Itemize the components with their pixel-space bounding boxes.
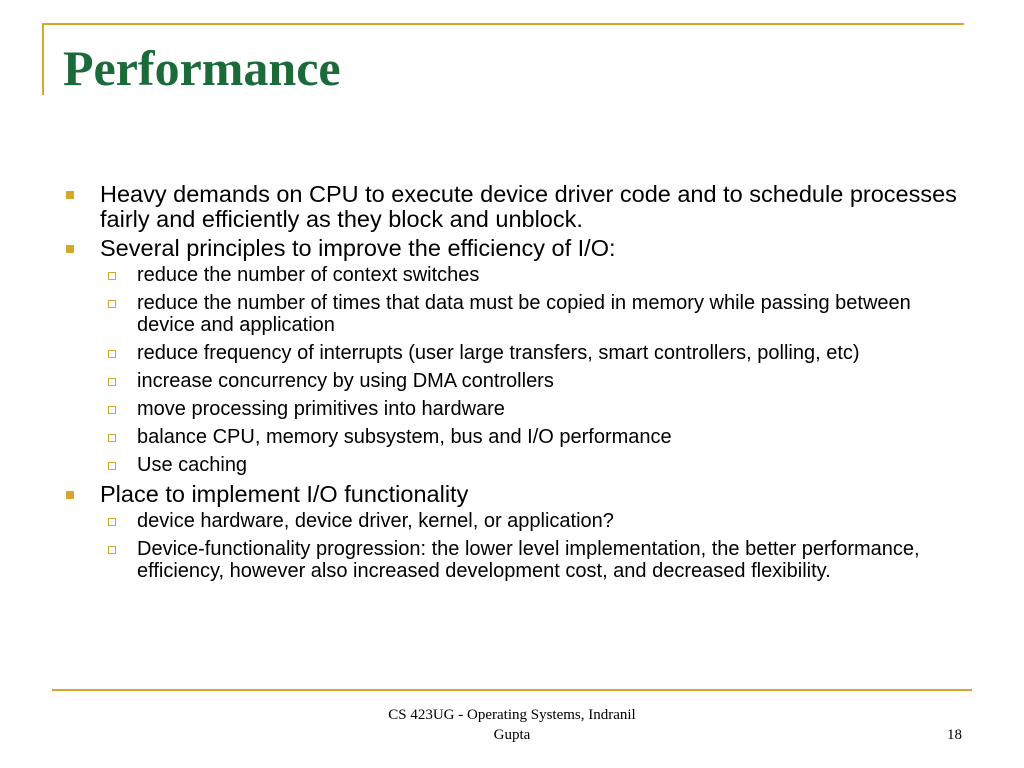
sub-bullet-list [100,510,960,582]
filled-square-bullet-icon [66,191,74,199]
sub-bullet-item [100,370,960,392]
bullet-item-2 [60,236,960,476]
sub-bullet-text: increase concurrency by using DMA controllers [137,370,554,392]
hollow-square-bullet-icon [108,300,116,308]
sub-bullet-text: move processing primitives into hardware [137,398,505,420]
footer-course [360,705,664,745]
sub-bullet-item [100,426,960,448]
hollow-square-bullet-icon [108,518,116,526]
frame-left-rule [42,23,44,95]
bullet-text: Heavy demands on CPU to execute device driver code and to schedule processes fairly and efficiently as they block and unblock. [100,181,957,232]
sub-bullet-item [100,454,960,476]
frame-top-rule [42,23,964,25]
hollow-square-bullet-icon [108,546,116,554]
bullet-item-3 [60,482,960,582]
page-number: 18 [947,727,962,743]
footer-course-line: Gupta [493,727,531,743]
slide-title: Performance [63,40,341,96]
slide-content [60,182,960,588]
hollow-square-bullet-icon [108,350,116,358]
sub-bullet-text: Use caching [137,454,248,476]
hollow-square-bullet-icon [108,272,116,280]
hollow-square-bullet-icon [108,406,116,414]
sub-bullet-item [100,342,960,364]
footer-course-line: CS 423UG - Operating Systems, Indranil [388,707,636,723]
sub-bullet-item [100,538,960,582]
sub-bullet-text: reduce the number of context switches [137,264,480,286]
bullet-item-1 [60,182,960,232]
bullet-text: Place to implement I/O functionality [100,481,469,507]
bullet-text: Several principles to improve the efficiency of I/O: [100,235,616,261]
sub-bullet-list [100,264,960,476]
hollow-square-bullet-icon [108,434,116,442]
hollow-square-bullet-icon [108,378,116,386]
filled-square-bullet-icon [66,245,74,253]
sub-bullet-item [100,292,960,336]
sub-bullet-item [100,510,960,532]
sub-bullet-text: reduce the number of times that data must be copied in memory while passing between device and application [137,292,911,336]
footer-rule [52,689,972,691]
sub-bullet-item [100,398,960,420]
sub-bullet-text: device hardware, device driver, kernel, or application? [137,510,614,532]
sub-bullet-text: reduce frequency of interrupts (user large transfers, smart controllers, polling, etc) [137,342,860,364]
hollow-square-bullet-icon [108,462,116,470]
sub-bullet-text: Device-functionality progression: the lower level implementation, the better performance, efficiency, however also increased development cost, and decreased flexibility. [137,538,920,582]
sub-bullet-text: balance CPU, memory subsystem, bus and I/O performance [137,426,672,448]
sub-bullet-item [100,264,960,286]
filled-square-bullet-icon [66,491,74,499]
